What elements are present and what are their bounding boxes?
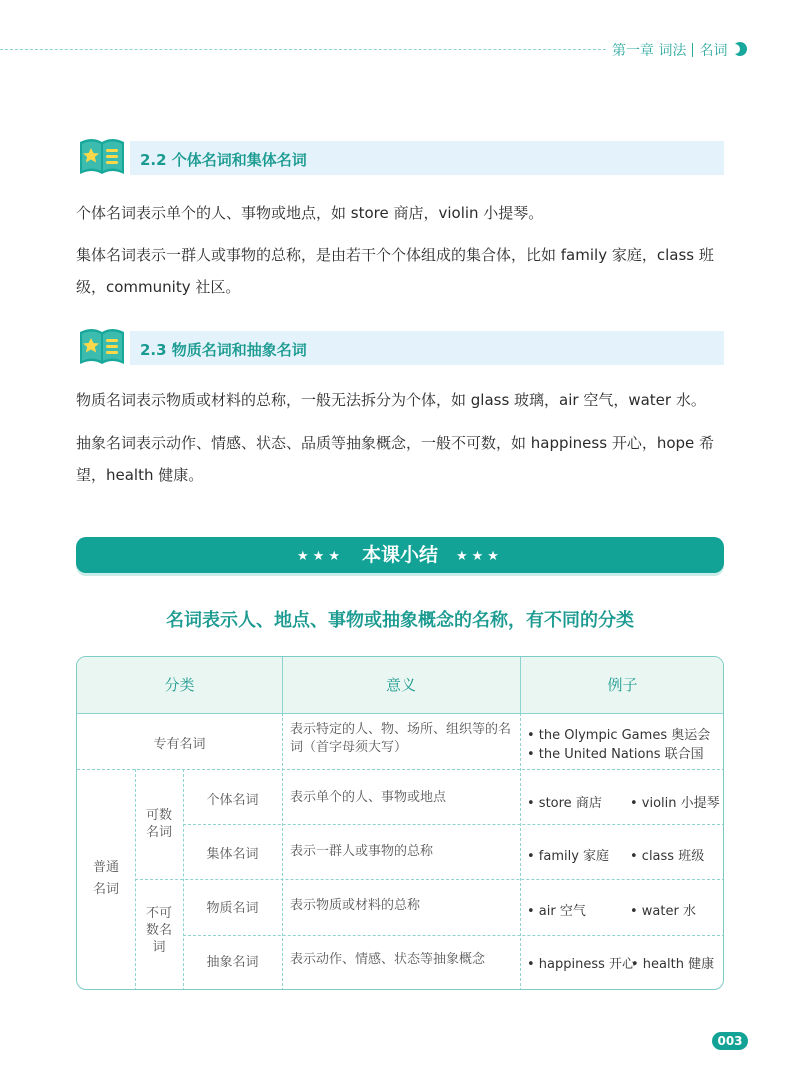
grid-line: [282, 713, 283, 990]
grid-line: [183, 935, 724, 936]
grid-line: [520, 713, 521, 990]
row-meaning: 表示动作、情感、状态等抽象概念: [290, 952, 486, 967]
running-header: [612, 40, 727, 60]
header-examples: 例子: [607, 676, 638, 694]
paragraph: 抽象名词表示动作、情感、状态、品质等抽象概念，一般不可数，如 happiness 开心，hope 希望，health 健康。: [76, 434, 715, 484]
grid-line: [77, 769, 724, 770]
summary-banner: [76, 537, 724, 573]
row-label: 个体名词: [206, 793, 259, 808]
row-meaning: 表示一群人或事物的总称: [290, 844, 434, 859]
countable-label: 可数名词: [145, 808, 172, 840]
proper-noun-meaning: 表示特定的人、物、场所、组织等的名词（首字母须大写）: [290, 722, 512, 755]
stars-right: ★★★: [456, 549, 503, 564]
book-star-icon: [78, 324, 126, 368]
grid-line: [77, 713, 724, 714]
paragraph: 个体名词表示单个的人、事物或地点，如 store 商店，violin 小提琴。: [76, 204, 544, 222]
header-chapter: 第一章 词法: [612, 43, 687, 59]
example-item: • violin 小提琴: [630, 796, 720, 811]
section-title: 2.2 个体名词和集体名词: [140, 151, 307, 169]
grid-line: [520, 657, 521, 713]
example-item: • health 健康: [631, 957, 715, 972]
uncountable-label: 不可数名词: [145, 906, 172, 955]
header-divider: [692, 43, 693, 57]
common-noun-label: 普通名词: [92, 860, 119, 897]
paragraph: 物质名词表示物质或材料的总称，一般无法拆分为个体，如 glass 玻璃，air 空气，water 水。: [76, 391, 706, 409]
row-label: 抽象名词: [206, 955, 259, 970]
grid-line: [282, 657, 283, 713]
stars-left: ★★★: [297, 549, 344, 564]
example-item: • store 商店: [527, 796, 602, 811]
header-crescent-icon: [733, 42, 747, 56]
grid-line: [135, 879, 724, 880]
example-item: • water 水: [630, 904, 696, 919]
example-item: • class 班级: [630, 849, 705, 864]
summary-subtitle: 名词表示人、地点、事物或抽象概念的名称，有不同的分类: [166, 610, 634, 631]
example-item: • happiness 开心: [527, 957, 636, 972]
example-item: • the United Nations 联合国: [527, 747, 704, 762]
section-title: 2.3 物质名词和抽象名词: [140, 341, 307, 359]
example-item: • family 家庭: [527, 849, 610, 864]
summary-title: 本课小结: [361, 544, 438, 566]
grid-line: [183, 824, 724, 825]
book-star-icon: [78, 134, 126, 178]
header-rule: [0, 49, 606, 50]
noun-classification-table: [76, 656, 724, 990]
row-label: 物质名词: [206, 901, 259, 916]
example-item: • the Olympic Games 奥运会: [527, 728, 711, 743]
proper-noun-label: 专有名词: [153, 737, 206, 752]
row-meaning: 表示单个的人、事物或地点: [290, 790, 447, 805]
header-meaning: 意义: [385, 676, 416, 694]
example-item: • air 空气: [527, 904, 586, 919]
row-meaning: 表示物质或材料的总称: [290, 898, 421, 913]
row-label: 集体名词: [206, 847, 259, 862]
header-topic: 名词: [699, 43, 728, 59]
page-number: 003: [712, 1032, 748, 1050]
paragraph: 集体名词表示一群人或事物的总称，是由若干个个体组成的集合体，比如 family 家庭，class 班级，community 社区。: [76, 246, 714, 296]
header-category: 分类: [164, 676, 195, 694]
